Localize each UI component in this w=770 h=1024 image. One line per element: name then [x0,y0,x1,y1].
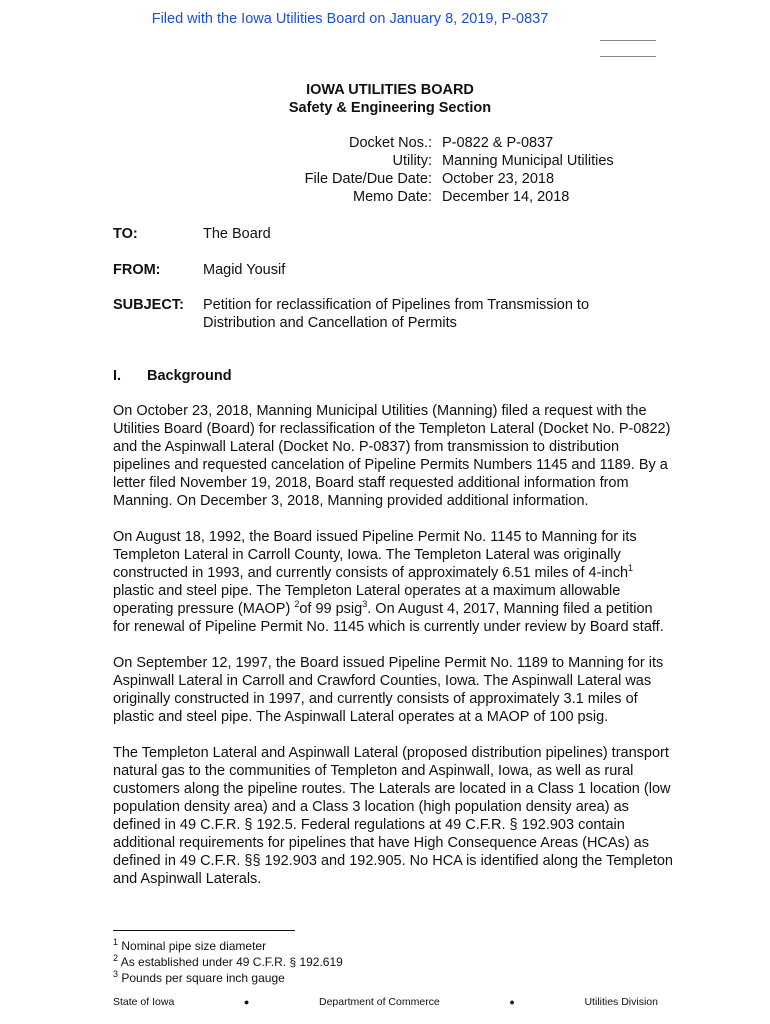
docket-row [0,188,770,206]
memo-to [113,225,643,243]
docket-label: File Date/Due Date: [304,171,432,187]
paragraph-text: On August 18, 1992, the Board issued Pipeline Permit No. 1145 to Manning for its Templeton Lateral in Carroll County, Iowa. The Templeton Lateral was originally constructed in 1993, and currently consists of approximately 6.51 miles of 4-inch [113,529,637,581]
paragraph: The Templeton Lateral and Aspinwall Lateral (proposed distribution pipelines) transport natural gas to the communities of Templeton and Aspinwall, Iowa, as well as rural customers along the pipeline routes. The Laterals are located in a Class 1 location (low population density area) and a Class 3 location (high population density area) as defined in 49 C.F.R. § 192.5. Federal regulations at 49 C.F.R. § 192.903 contain additional requirements for pipelines that have High Consequence Areas (HCAs) as defined in 49 C.F.R. §§ 192.903 and 192.905. No HCA is identified along the Templeton and Aspinwall Laterals. [113,745,673,887]
from-label: FROM: [113,262,161,278]
footnote-number: 2 [113,953,119,963]
footnote [113,954,343,970]
paragraph: On October 23, 2018, Manning Municipal Utilities (Manning) filed a request with the Utilities Board (Board) for reclassification of the Templeton Lateral (Docket No. P-0822) and the Aspinwall Lateral (Docket No. P-0837) from transmission to distribution pipelines and requested cancelation of Pipeline Permits Numbers 1145 and 1189. By a letter filed November 19, 2018, Board staff requested additional information from Manning. On December 3, 2018, Manning provided additional information. [113,403,671,509]
footnote-ref: 2 [294,599,300,610]
memo-from [113,261,643,279]
bullet-icon: ● [509,997,515,1007]
docket-label: Docket Nos.: [349,135,432,151]
footnotes [113,938,343,986]
header-marks [600,40,656,72]
footnote-divider [113,930,295,931]
footnote-number: 1 [113,937,119,947]
footnote-ref: 3 [362,599,368,610]
agency-title: IOWA UTILITIES BOARD [306,82,474,98]
footer-right: Utilities Division [584,996,658,1008]
bullet-icon: ● [243,997,250,1007]
paragraph [113,528,673,636]
paragraph-text: of 99 psig [299,601,363,617]
memo-subject [113,296,643,332]
to-label: TO: [113,226,138,242]
docket-value: P-0822 & P-0837 [442,135,554,151]
docket-label: Memo Date: [353,189,432,205]
footnote [113,938,343,954]
docket-row [0,134,770,152]
from-value: Magid Yousif [203,262,286,278]
filed-notice: Filed with the Iowa Utilities Board on January 8, 2019, P-0837 [151,11,549,27]
docket-label: Utility: [392,153,432,169]
subject-value: Petition for reclassification of Pipelines from Transmission to Distribution and Cancellation of Permits [203,297,590,331]
section-heading [113,368,232,384]
footnote-text: Pounds per square inch gauge [118,971,285,985]
paragraph: On September 12, 1997, the Board issued Pipeline Permit No. 1189 to Manning for its Aspinwall Lateral in Carroll and Crawford Counties, Iowa. The Aspinwall Lateral was originally constructed in 1997, and currently consists of approximately 3.1 miles of plastic and steel pipe. The Aspinwall Lateral operates at a MAOP of 100 psig. [113,655,664,725]
paragraph-text: . On August 4, 2017, Manning filed a petition for renewal of Pipeline Permit No. 1145 which is currently under review by Board staff. [113,601,664,635]
page-footer [113,996,658,1008]
header-mark [600,56,656,57]
section-heading-title: Background [147,368,232,384]
section-number: I. [113,368,122,384]
footnote-text: Nominal pipe size diameter [118,939,267,953]
docket-row [0,170,770,188]
footnote-text: As established under 49 C.F.R. § 192.619 [118,955,343,969]
docket-value: December 14, 2018 [442,189,570,205]
docket-row [0,152,770,170]
paragraph-text: plastic and steel pipe. The Templeton Lateral operates at a maximum allowable operating pressure (MAOP) [113,583,621,617]
docket-info [0,134,770,206]
section-title: Safety & Engineering Section [288,100,492,116]
footnote-number: 3 [113,969,119,979]
footnote-ref: 1 [628,563,634,574]
footnote [113,970,343,986]
header-mark [600,40,656,41]
footer-left: State of Iowa [113,996,175,1008]
docket-value: October 23, 2018 [442,171,555,187]
footer-center: Department of Commerce [318,996,440,1008]
document-body [113,402,673,906]
docket-value: Manning Municipal Utilities [442,153,614,169]
subject-label: SUBJECT: [113,297,184,313]
document-header [0,81,770,117]
to-value: The Board [203,226,271,242]
